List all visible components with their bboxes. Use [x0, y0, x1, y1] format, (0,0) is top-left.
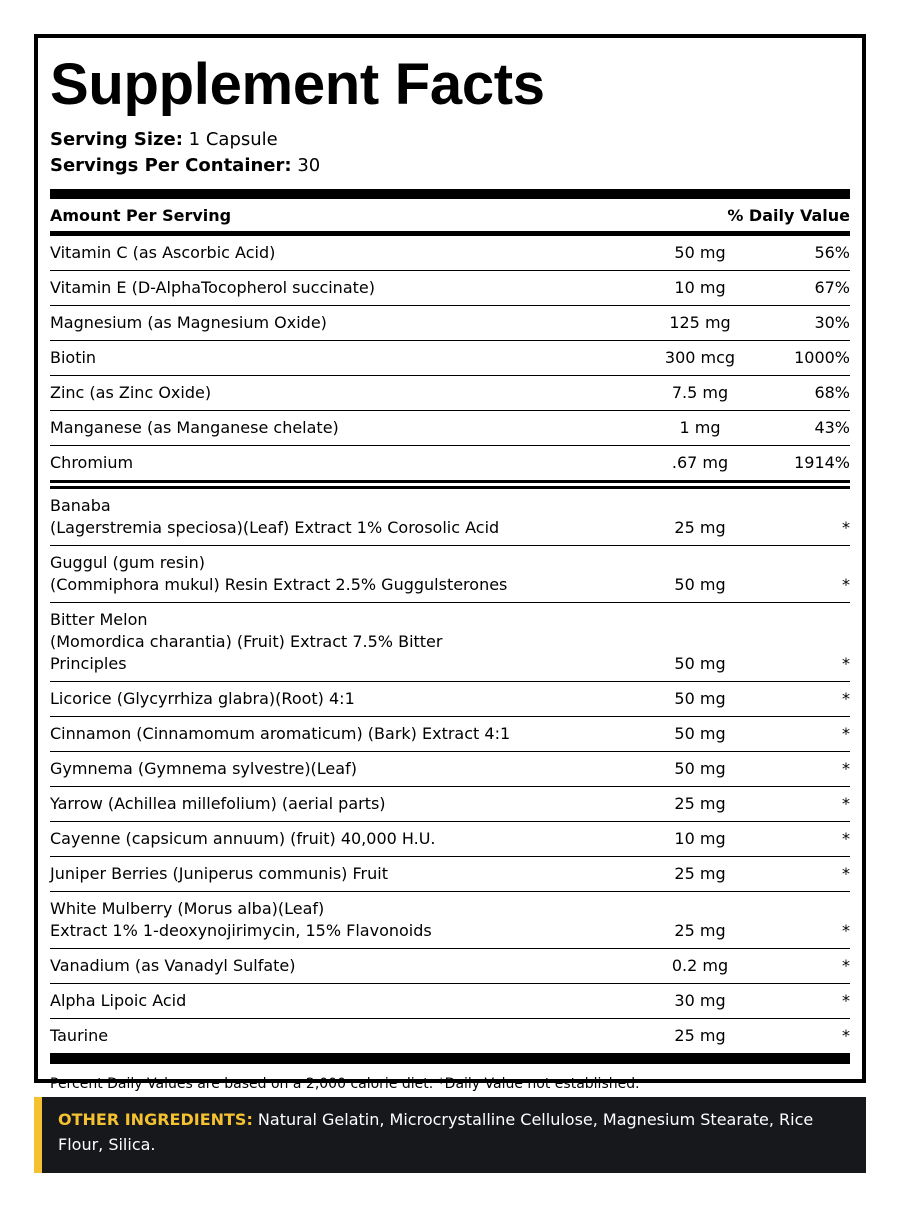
- ingredient-row: [50, 752, 850, 787]
- ingredient-amount: 25 mg: [674, 1026, 726, 1045]
- ingredient-name: Zinc (as Zinc Oxide): [50, 383, 212, 402]
- ingredient-name: Cinnamon (Cinnamomum aromaticum) (Bark) Extract 4:1: [50, 724, 511, 743]
- ingredient-daily-value: 30%: [814, 313, 850, 332]
- ingredient-daily-value: 56%: [814, 243, 850, 262]
- ingredient-row: [50, 857, 850, 892]
- ingredient-amount: 25 mg: [674, 794, 726, 813]
- ingredient-row: [50, 236, 850, 271]
- ingredient-row: [50, 717, 850, 752]
- ingredient-amount: 50 mg: [674, 243, 726, 262]
- ingredient-daily-value: *: [842, 724, 850, 743]
- ingredient-amount: 50 mg: [674, 689, 726, 708]
- botanical-list: [50, 489, 850, 1054]
- ingredient-daily-value: *: [842, 956, 850, 975]
- serving-size: [50, 127, 850, 153]
- ingredient-name: Cayenne (capsicum annuum) (fruit) 40,000 H.U.: [50, 829, 436, 848]
- ingredient-name: Gymnema (Gymnema sylvestre)(Leaf): [50, 759, 357, 778]
- ingredient-amount: 25 mg: [674, 518, 726, 537]
- ingredient-amount: 7.5 mg: [671, 383, 729, 402]
- ingredient-daily-value: *: [842, 864, 850, 883]
- ingredient-daily-value: 1914%: [794, 453, 850, 472]
- ingredient-name: Magnesium (as Magnesium Oxide): [50, 313, 327, 332]
- other-ingredients-label: OTHER INGREDIENTS:: [58, 1110, 253, 1129]
- ingredient-amount: 300 mcg: [664, 348, 736, 367]
- ingredient-amount: 0.2 mg: [671, 956, 729, 975]
- ingredient-name: Guggul (gum resin) (Commiphora mukul) Resin Extract 2.5% Guggulsterones: [50, 553, 508, 594]
- column-header: [50, 199, 850, 231]
- ingredient-row: [50, 411, 850, 446]
- ingredient-daily-value: 67%: [814, 278, 850, 297]
- header-daily-value: % Daily Value: [727, 205, 850, 225]
- footnote: Percent Daily Values are based on a 2,000 calorie diet. *Daily Value not established.: [50, 1076, 640, 1092]
- serving-size-value: 1 Capsule: [188, 129, 278, 150]
- ingredient-amount: 1 mg: [679, 418, 721, 437]
- servings-per-container-label: Servings Per Container:: [50, 155, 292, 176]
- ingredient-amount: .67 mg: [671, 453, 729, 472]
- header-amount-per-serving: Amount Per Serving: [50, 205, 232, 225]
- ingredient-amount: 125 mg: [669, 313, 731, 332]
- ingredient-row: [50, 949, 850, 984]
- ingredient-daily-value: *: [842, 654, 850, 673]
- ingredient-row: [50, 1019, 850, 1054]
- servings-per-container-value: 30: [297, 155, 321, 176]
- ingredient-amount: 50 mg: [674, 759, 726, 778]
- ingredient-daily-value: *: [842, 575, 850, 594]
- ingredient-row: [50, 489, 850, 546]
- ingredient-name: Vitamin E (D-AlphaTocopherol succinate): [50, 278, 375, 297]
- ingredient-amount: 10 mg: [674, 829, 726, 848]
- serving-info: [50, 127, 850, 179]
- servings-per-container: [50, 153, 850, 179]
- ingredient-row: [50, 306, 850, 341]
- ingredient-amount: 25 mg: [674, 921, 726, 940]
- ingredient-row: [50, 376, 850, 411]
- other-ingredients-box: [34, 1097, 866, 1173]
- ingredient-name: Biotin: [50, 348, 97, 367]
- ingredient-daily-value: *: [842, 1026, 850, 1045]
- ingredient-amount: 50 mg: [674, 575, 726, 594]
- ingredient-row: [50, 341, 850, 376]
- ingredient-amount: 10 mg: [674, 278, 726, 297]
- ingredient-row: [50, 822, 850, 857]
- serving-size-label: Serving Size:: [50, 129, 183, 150]
- ingredient-daily-value: 68%: [814, 383, 850, 402]
- ingredient-name: Manganese (as Manganese chelate): [50, 418, 339, 437]
- ingredient-daily-value: *: [842, 689, 850, 708]
- ingredient-name: Bitter Melon (Momordica charantia) (Fruit) Extract 7.5% Bitter Principles: [50, 610, 443, 673]
- ingredient-row: [50, 271, 850, 306]
- ingredient-row: [50, 682, 850, 717]
- ingredient-name: White Mulberry (Morus alba)(Leaf) Extract 1% 1-deoxynojirimycin, 15% Flavonoids: [50, 899, 432, 940]
- ingredient-row: [50, 787, 850, 822]
- ingredient-row: [50, 546, 850, 603]
- ingredient-daily-value: *: [842, 759, 850, 778]
- other-ingredients-text: Natural Gelatin, Microcrystalline Cellulose, Magnesium Stearate, Rice Flour, Silica.: [58, 1110, 814, 1154]
- ingredient-name: Vanadium (as Vanadyl Sulfate): [50, 956, 296, 975]
- ingredient-name: Taurine: [50, 1026, 109, 1045]
- ingredient-amount: 30 mg: [674, 991, 726, 1010]
- vitamin-list: [50, 236, 850, 480]
- ingredient-row: [50, 892, 850, 949]
- ingredient-amount: 25 mg: [674, 864, 726, 883]
- double-divider: [50, 480, 850, 489]
- ingredient-name: Alpha Lipoic Acid: [50, 991, 187, 1010]
- ingredient-daily-value: *: [842, 829, 850, 848]
- ingredient-name: Juniper Berries (Juniperus communis) Fruit: [50, 864, 388, 883]
- ingredient-row: [50, 603, 850, 682]
- ingredient-daily-value: *: [842, 991, 850, 1010]
- ingredient-amount: 50 mg: [674, 654, 726, 673]
- ingredient-row: [50, 984, 850, 1019]
- ingredient-name: Yarrow (Achillea millefolium) (aerial parts): [50, 794, 386, 813]
- ingredient-daily-value: *: [842, 794, 850, 813]
- ingredient-name: Banaba (Lagerstremia speciosa)(Leaf) Extract 1% Corosolic Acid: [50, 496, 500, 537]
- ingredient-name: Vitamin C (as Ascorbic Acid): [50, 243, 276, 262]
- thick-divider: [50, 189, 850, 199]
- supplement-facts-panel: [34, 34, 866, 1092]
- ingredient-daily-value: *: [842, 518, 850, 537]
- ingredient-daily-value: 43%: [814, 418, 850, 437]
- ingredient-row: [50, 446, 850, 480]
- ingredient-name: Chromium: [50, 453, 134, 472]
- ingredient-name: Licorice (Glycyrrhiza glabra)(Root) 4:1: [50, 689, 355, 708]
- ingredient-daily-value: 1000%: [794, 348, 850, 367]
- panel-title: Supplement Facts: [50, 52, 545, 117]
- ingredient-daily-value: *: [842, 921, 850, 940]
- ingredient-amount: 50 mg: [674, 724, 726, 743]
- bottom-divider: [50, 1054, 850, 1064]
